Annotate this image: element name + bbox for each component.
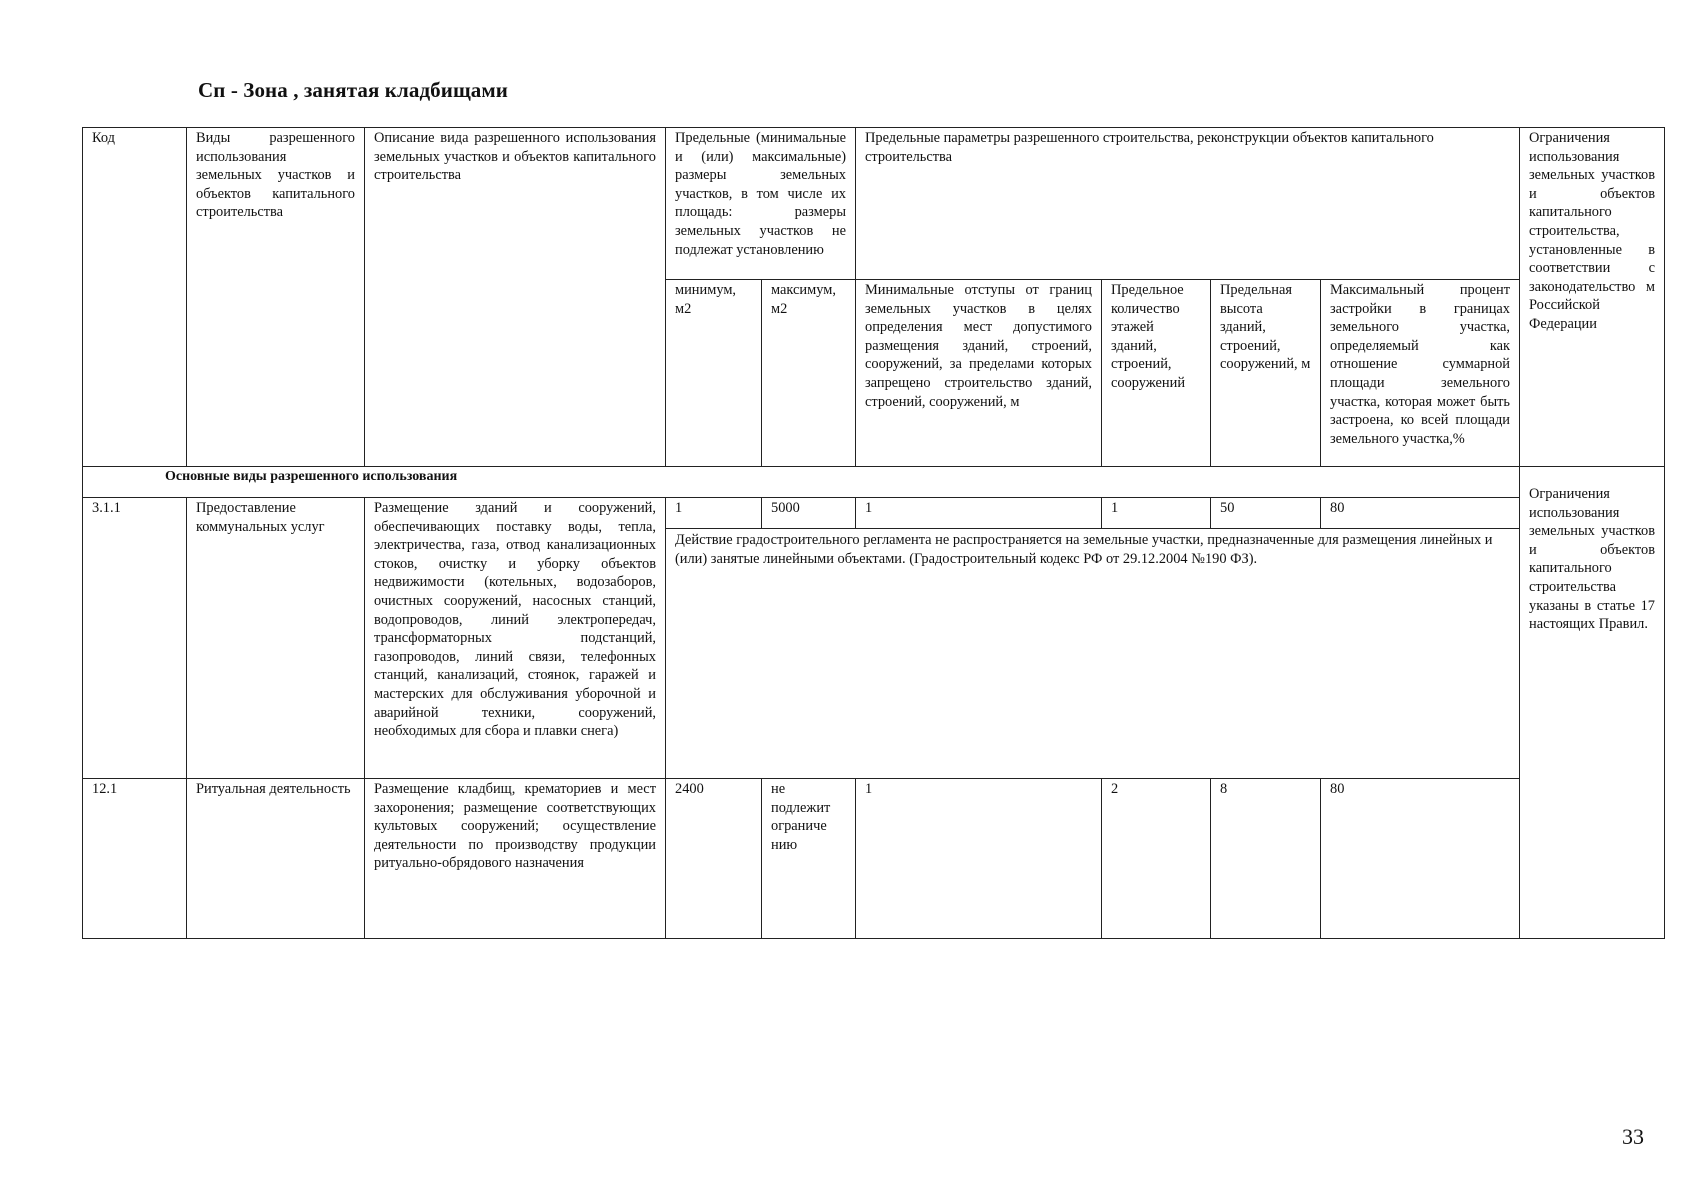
header-restrictions: Ограничения использования земельных участков и объектов капитального строительства, установленные в соответствии с законодательство м Российской Федерации: [1520, 128, 1665, 467]
row-floors: 1: [1102, 498, 1211, 529]
section-row: [83, 467, 1665, 498]
header-plot-sizes: Предельные (минимальные и (или) максимальные) размеры земельных участков, в том числе их площадь: размеры земельных участков не подлежат установлению: [666, 128, 856, 280]
row-min-area: 1: [666, 498, 762, 529]
header-use-types: Виды разрешенного использования земельных участков и объектов капитального строительства: [187, 128, 365, 467]
row-max-area: 5000: [762, 498, 856, 529]
row-code: 12.1: [83, 779, 187, 939]
page-number: 33: [1622, 1124, 1644, 1149]
header-max-area: максимум, м2: [762, 280, 856, 467]
zone-regulations-table: [82, 127, 1665, 939]
row-code: 3.1.1: [83, 498, 187, 779]
row-description: Размещение зданий и сооружений, обеспечивающих поставку воды, тепла, электричества, газа, отвод канализационных стоков, очистку и уборку объектов недвижимости (котельных, водозаборов, очистных сооружений, насосных станций, водопроводов, линий электропередач, трансформаторных подстанций, газопроводов, линий связи, телефонных станций, канализаций, стоянок, гаражей и мастерских для обслуживания уборочной и аварийной техники, сооружений, необходимых для сбора и плавки снега): [365, 498, 666, 779]
header-setbacks: Минимальные отступы от границ земельных участков в целях определения мест допустимого размещения зданий, строений, сооружений, за пределами которых запрещено строительство зданий, строений, сооружений, м: [856, 280, 1102, 467]
row-max-area: не подлежит ограниче нию: [762, 779, 856, 939]
section-title: Основные виды разрешенного использования: [83, 467, 1520, 498]
header-height: Предельная высота зданий, строений, сооружений, м: [1211, 280, 1321, 467]
header-coverage: Максимальный процент застройки в границах земельного участка, определяемый как отношение суммарной площади земельного участка, которая может быть застроена, ко всей площади земельного участка,%: [1321, 280, 1520, 467]
row-coverage: 80: [1321, 498, 1520, 529]
page-title: Сп - Зона , занятая кладбищами: [198, 78, 509, 102]
row-min-area: 2400: [666, 779, 762, 939]
header-min-area: минимум, м2: [666, 280, 762, 467]
header-floors: Предельное количество этажей зданий, строений, сооружений: [1102, 280, 1211, 467]
header-description: Описание вида разрешенного использования земельных участков и объектов капитального строительства: [365, 128, 666, 467]
row-description: Размещение кладбищ, крематориев и мест захоронения; размещение соответствующих культовых сооружений; осуществление деятельности по производству продукции ритуально-обрядового назначения: [365, 779, 666, 939]
row-name: Предоставление коммунальных услуг: [187, 498, 365, 779]
row-height: 50: [1211, 498, 1321, 529]
table-row: [83, 498, 1665, 529]
row-coverage: 80: [1321, 779, 1520, 939]
row-floors: 2: [1102, 779, 1211, 939]
row-name: Ритуальная деятельность: [187, 779, 365, 939]
row-setback: 1: [856, 498, 1102, 529]
table-row: [83, 779, 1665, 939]
row-height: 8: [1211, 779, 1321, 939]
header-code: Код: [83, 128, 187, 467]
section-restrictions: Ограничения использования земельных участков и объектов капитального строительства указаны в статье 17 настоящих Правил.: [1520, 467, 1665, 939]
row-note: Действие градостроительного регламента не распространяется на земельные участки, предназначенные для размещения линейных и (или) занятые линейными объектами. (Градостроительный кодекс РФ от 29.12.2004 №190 ФЗ).: [666, 529, 1520, 779]
header-row-1: [83, 128, 1665, 280]
header-build-params: Предельные параметры разрешенного строительства, реконструкции объектов капитального строительства: [856, 128, 1520, 280]
row-setback: 1: [856, 779, 1102, 939]
